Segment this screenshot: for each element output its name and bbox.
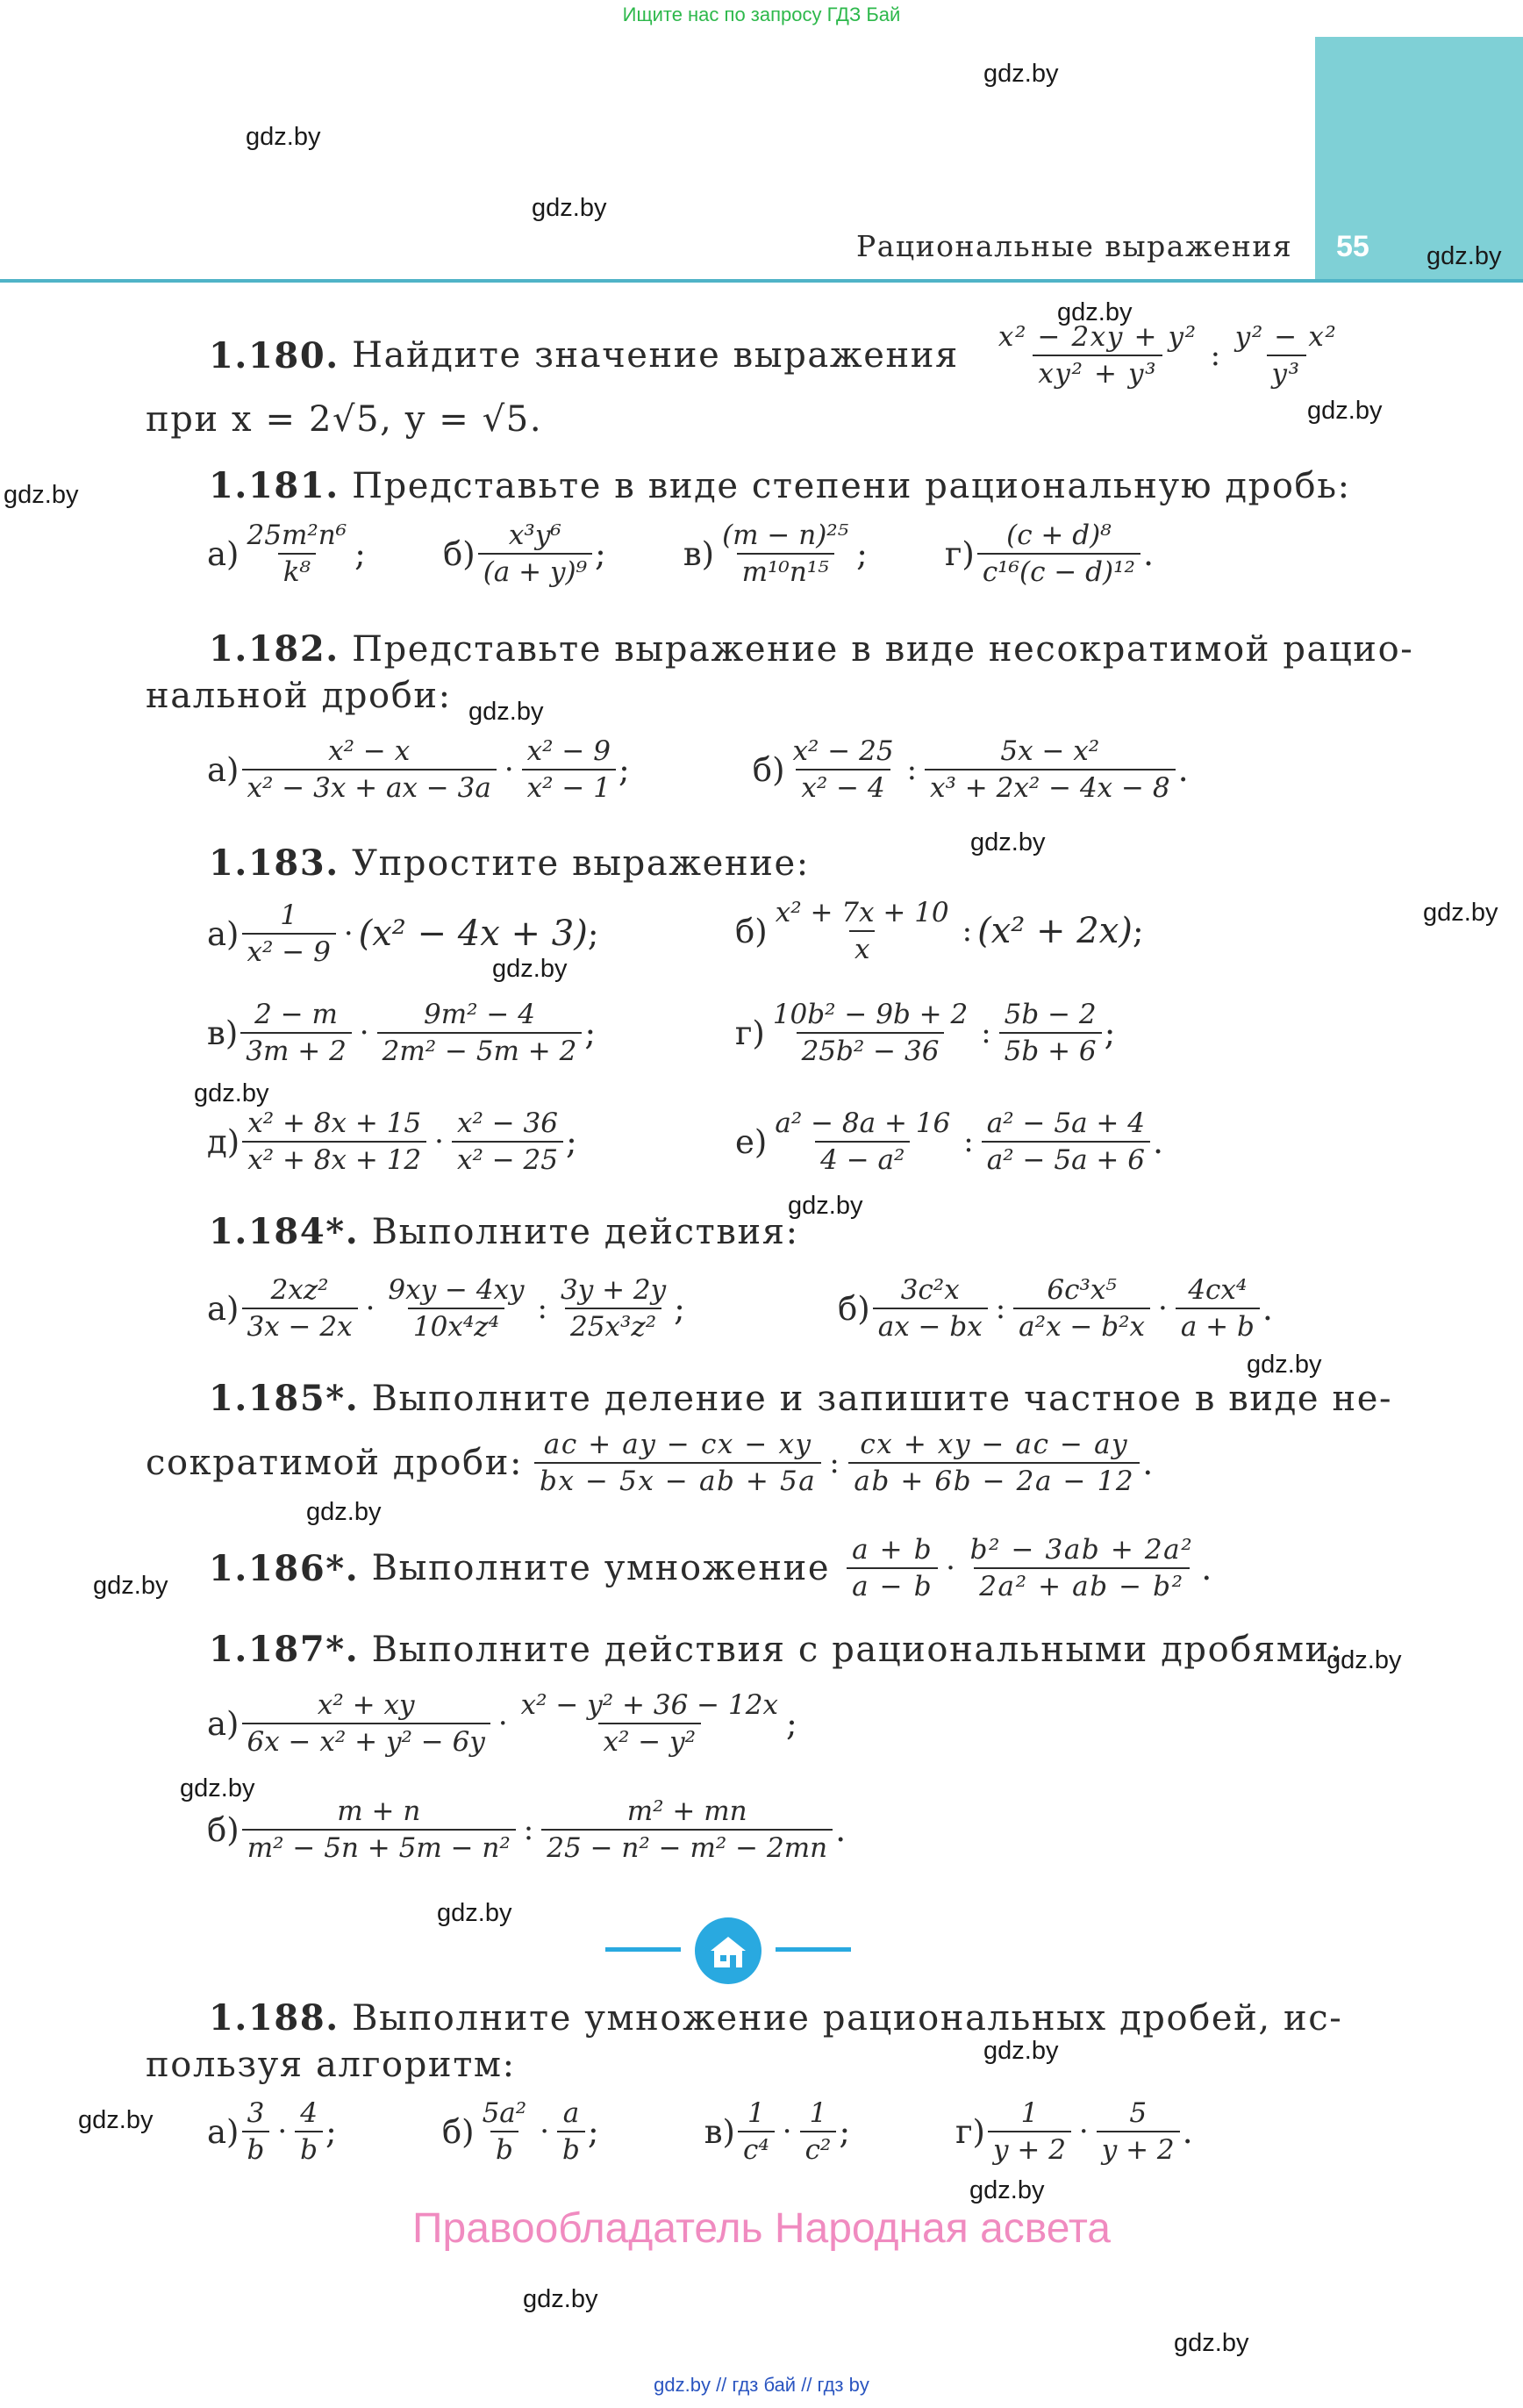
watermark: gdz.by xyxy=(1307,397,1383,425)
exercise-1-187-a: а) $\frac{\text{x² + xy}}{\text{6x − x² + y² − 6y}}$ · $\frac{\text{x² − y² + 36 − 12x}}{\text{x² − y²}}$ ; xyxy=(207,1689,797,1758)
watermark: gdz.by xyxy=(93,1572,168,1600)
exercise-1-186: 1.186*. Выполните умножение $\frac{a + b}{a - b}$ · $\frac{\text{b² − 3ab + 2a²}}{\text{2a² + ab − b²}}$ . xyxy=(209,1534,1213,1602)
exercise-1-188-items: а) $\frac{3}{b}$ · $\frac{4}{b}$ ; б) $\frac{\text{5a²}}{b}$ · $\frac{a}{b}$ ; в) $\frac{1}{\text{c⁴}}$ · $\frac{1}{\text{c²}}$ ; г) $\frac{1}{y + 2}$ · $\frac{5}{y + 2}$ . xyxy=(207,2097,1193,2166)
exercise-condition: при x = 2√5, y = √5. xyxy=(146,399,543,440)
watermark: gdz.by xyxy=(194,1079,269,1107)
watermark: gdz.by xyxy=(1057,298,1133,326)
exercise-1-183-row1b: б) $\frac{\text{x² + 7x + 10}}{x}$ : (x² + 2x) ; xyxy=(735,897,1144,965)
exercise-number: 1.180. xyxy=(209,334,340,376)
watermark: gdz.by xyxy=(532,194,607,222)
header-rule xyxy=(0,279,1523,283)
exercise-1-182-items: а) $\frac{\text{x² − x}}{\text{x² − 3x + ax − 3a}}$ · $\frac{\text{x² − 9}}{\text{x² − 1}}$ ; б) $\frac{\text{x² − 25}}{\text{x² − 4}}$ : $\frac{\text{5x − x²}}{\text{x³ + 2x² − 4x − 8}}$ . xyxy=(207,735,1189,804)
watermark: gdz.by xyxy=(983,60,1059,88)
home-icon xyxy=(695,1917,762,1984)
watermark: gdz.by xyxy=(1247,1351,1322,1379)
exercise-1-188 xyxy=(209,1997,1342,2039)
exercise-text: нальной дроби: xyxy=(146,676,452,716)
watermark: gdz.by xyxy=(306,1498,382,1526)
watermark: gdz.by xyxy=(983,2037,1059,2065)
watermark: gdz.by xyxy=(1174,2329,1249,2357)
exercise-1-183-row2: в) $\frac{2 - m}{3m + 2}$ · $\frac{\text{9m² − 4}}{\text{2m² − 5m + 2}}$ ; xyxy=(207,999,597,1067)
top-banner: Ищите нас по запросу ГДЗ Бай xyxy=(622,4,901,25)
watermark: gdz.by xyxy=(437,1899,512,1927)
exercise-1-183-row2b: г) $\frac{\text{10b² − 9b + 2}}{\text{25b² − 36}}$ : $\frac{5b - 2}{5b + 6}$ ; xyxy=(735,999,1116,1067)
exercise-1-187-b: б) $\frac{m + n}{\text{m² − 5n + 5m − n²}}$ : $\frac{\text{m² + mn}}{\text{25 − n² − m² − 2mn}}$ . xyxy=(207,1795,847,1864)
exercise-number: 1.181. xyxy=(209,465,340,506)
section-title: Рациональные выражения xyxy=(856,229,1293,263)
fraction: $\frac{\text{y² − x²}}{\text{y³}}$ xyxy=(1234,321,1338,390)
exercise-1-185-line2: сократимой дроби: $\frac{ac + ay - cx - xy}{bx - 5x - ab + 5a}$ : $\frac{cx + xy - ac - ay}{ab + 6b - 2a - 12}$ . xyxy=(146,1429,1155,1497)
page-number: 55 xyxy=(1336,230,1369,263)
exercise-1-183-row3: д) $\frac{\text{x² + 8x + 15}}{\text{x² + 8x + 12}}$ · $\frac{\text{x² − 36}}{\text{x² − 25}}$ ; xyxy=(207,1107,577,1176)
exercise-number: 1.186*. xyxy=(209,1547,360,1589)
exercise-1-183-row1: а) $\frac{1}{\text{x² − 9}}$ · (x² − 4x + 3) ; xyxy=(207,899,599,968)
exercise-1-182 xyxy=(209,628,1413,670)
divider-line xyxy=(776,1947,851,1952)
footer-links[interactable]: gdz.by // гдз бай // гдз by xyxy=(654,2374,869,2396)
divider-line xyxy=(605,1947,681,1952)
watermark: gdz.by xyxy=(1423,899,1498,927)
exercise-1-183 xyxy=(209,842,810,884)
watermark: gdz.by xyxy=(523,2285,598,2313)
exercise-1-181-items: а) $\frac{\text{25m²n⁶}}{\text{k⁸}}$ ; б) $\frac{\text{x³y⁶}}{\text{(a + y)⁹}}$ ; в) $\frac{\text{(m − n)²⁵}}{\text{m¹⁰n¹⁵}}$ ; г) $\frac{\text{(c + d)⁸}}{\text{c¹⁶(c − d)¹²}}$ . xyxy=(207,520,1155,588)
watermark: gdz.by xyxy=(788,1192,863,1220)
watermark: gdz.by xyxy=(468,698,544,726)
exercise-number: 1.184*. xyxy=(209,1211,360,1252)
exercise-text: Представьте выражение в виде несократимой рацио- xyxy=(352,628,1414,670)
copyright-notice: Правообладатель Народная асвета xyxy=(412,2205,1111,2252)
watermark: gdz.by xyxy=(246,123,321,151)
watermark: gdz.by xyxy=(1426,242,1502,270)
exercise-text: Выполните умножение рациональных дробей, ис- xyxy=(352,1997,1343,2039)
exercise-1-184-b: б) $\frac{\text{3c²x}}{ax - bx}$ : $\frac{\text{6c³x⁵}}{\text{a²x − b²x}}$ · $\frac{\text{4cx⁴}}{a + b}$ . xyxy=(838,1274,1273,1343)
fraction: $\frac{\text{x² − 2xy + y²}}{\text{xy² + y³}}$ xyxy=(997,321,1198,390)
exercise-1-184 xyxy=(209,1211,799,1252)
exercise-number: 1.185*. xyxy=(209,1378,360,1419)
watermark: gdz.by xyxy=(1326,1646,1402,1674)
watermark: gdz.by xyxy=(4,481,79,509)
exercise-text: Представьте в виде степени рациональную дробь: xyxy=(352,465,1351,506)
watermark: gdz.by xyxy=(970,828,1046,856)
exercise-text: Выполните деление и запишите частное в виде не- xyxy=(371,1378,1393,1419)
watermark: gdz.by xyxy=(78,2106,154,2134)
exercise-1-180: 1.180. Найдите значение выражения $\frac{\text{x² − 2xy + y²}}{\text{xy² + y³}}$ : $\frac{\text{y² − x²}}{\text{y³}}$ xyxy=(209,321,1345,390)
exercise-1-181 xyxy=(209,465,1351,506)
exercise-text: Выполните умножение xyxy=(371,1548,831,1588)
exercise-1-187 xyxy=(209,1629,1343,1670)
exercise-number: 1.188. xyxy=(209,1997,340,2039)
watermark: gdz.by xyxy=(180,1774,255,1802)
exercise-text: пользуя алгоритм: xyxy=(146,2045,516,2085)
exercise-text: Выполните действия с рациональными дробями: xyxy=(371,1629,1343,1670)
watermark: gdz.by xyxy=(492,955,568,983)
exercise-number: 1.182. xyxy=(209,628,340,670)
exercise-1-185 xyxy=(209,1378,1392,1419)
exercise-1-184-a: а) $\frac{\text{2xz²}}{3x - 2x}$ · $\frac{9xy - 4xy}{\text{10x⁴z⁴}}$ : $\frac{3y + 2y}{\text{25x³z²}}$ ; xyxy=(207,1274,685,1343)
exercise-number: 1.183. xyxy=(209,842,340,884)
exercise-number: 1.187*. xyxy=(209,1629,360,1670)
exercise-text: Упростите выражение: xyxy=(352,842,810,884)
exercise-text: Найдите значение выражения xyxy=(352,335,959,376)
exercise-text: Выполните действия: xyxy=(371,1211,799,1252)
exercise-1-183-row3b: е) $\frac{\text{a² − 8a + 16}}{\text{4 − a²}}$ : $\frac{\text{a² − 5a + 4}}{\text{a² − 5a + 6}}$ . xyxy=(735,1107,1164,1176)
watermark: gdz.by xyxy=(969,2176,1045,2204)
